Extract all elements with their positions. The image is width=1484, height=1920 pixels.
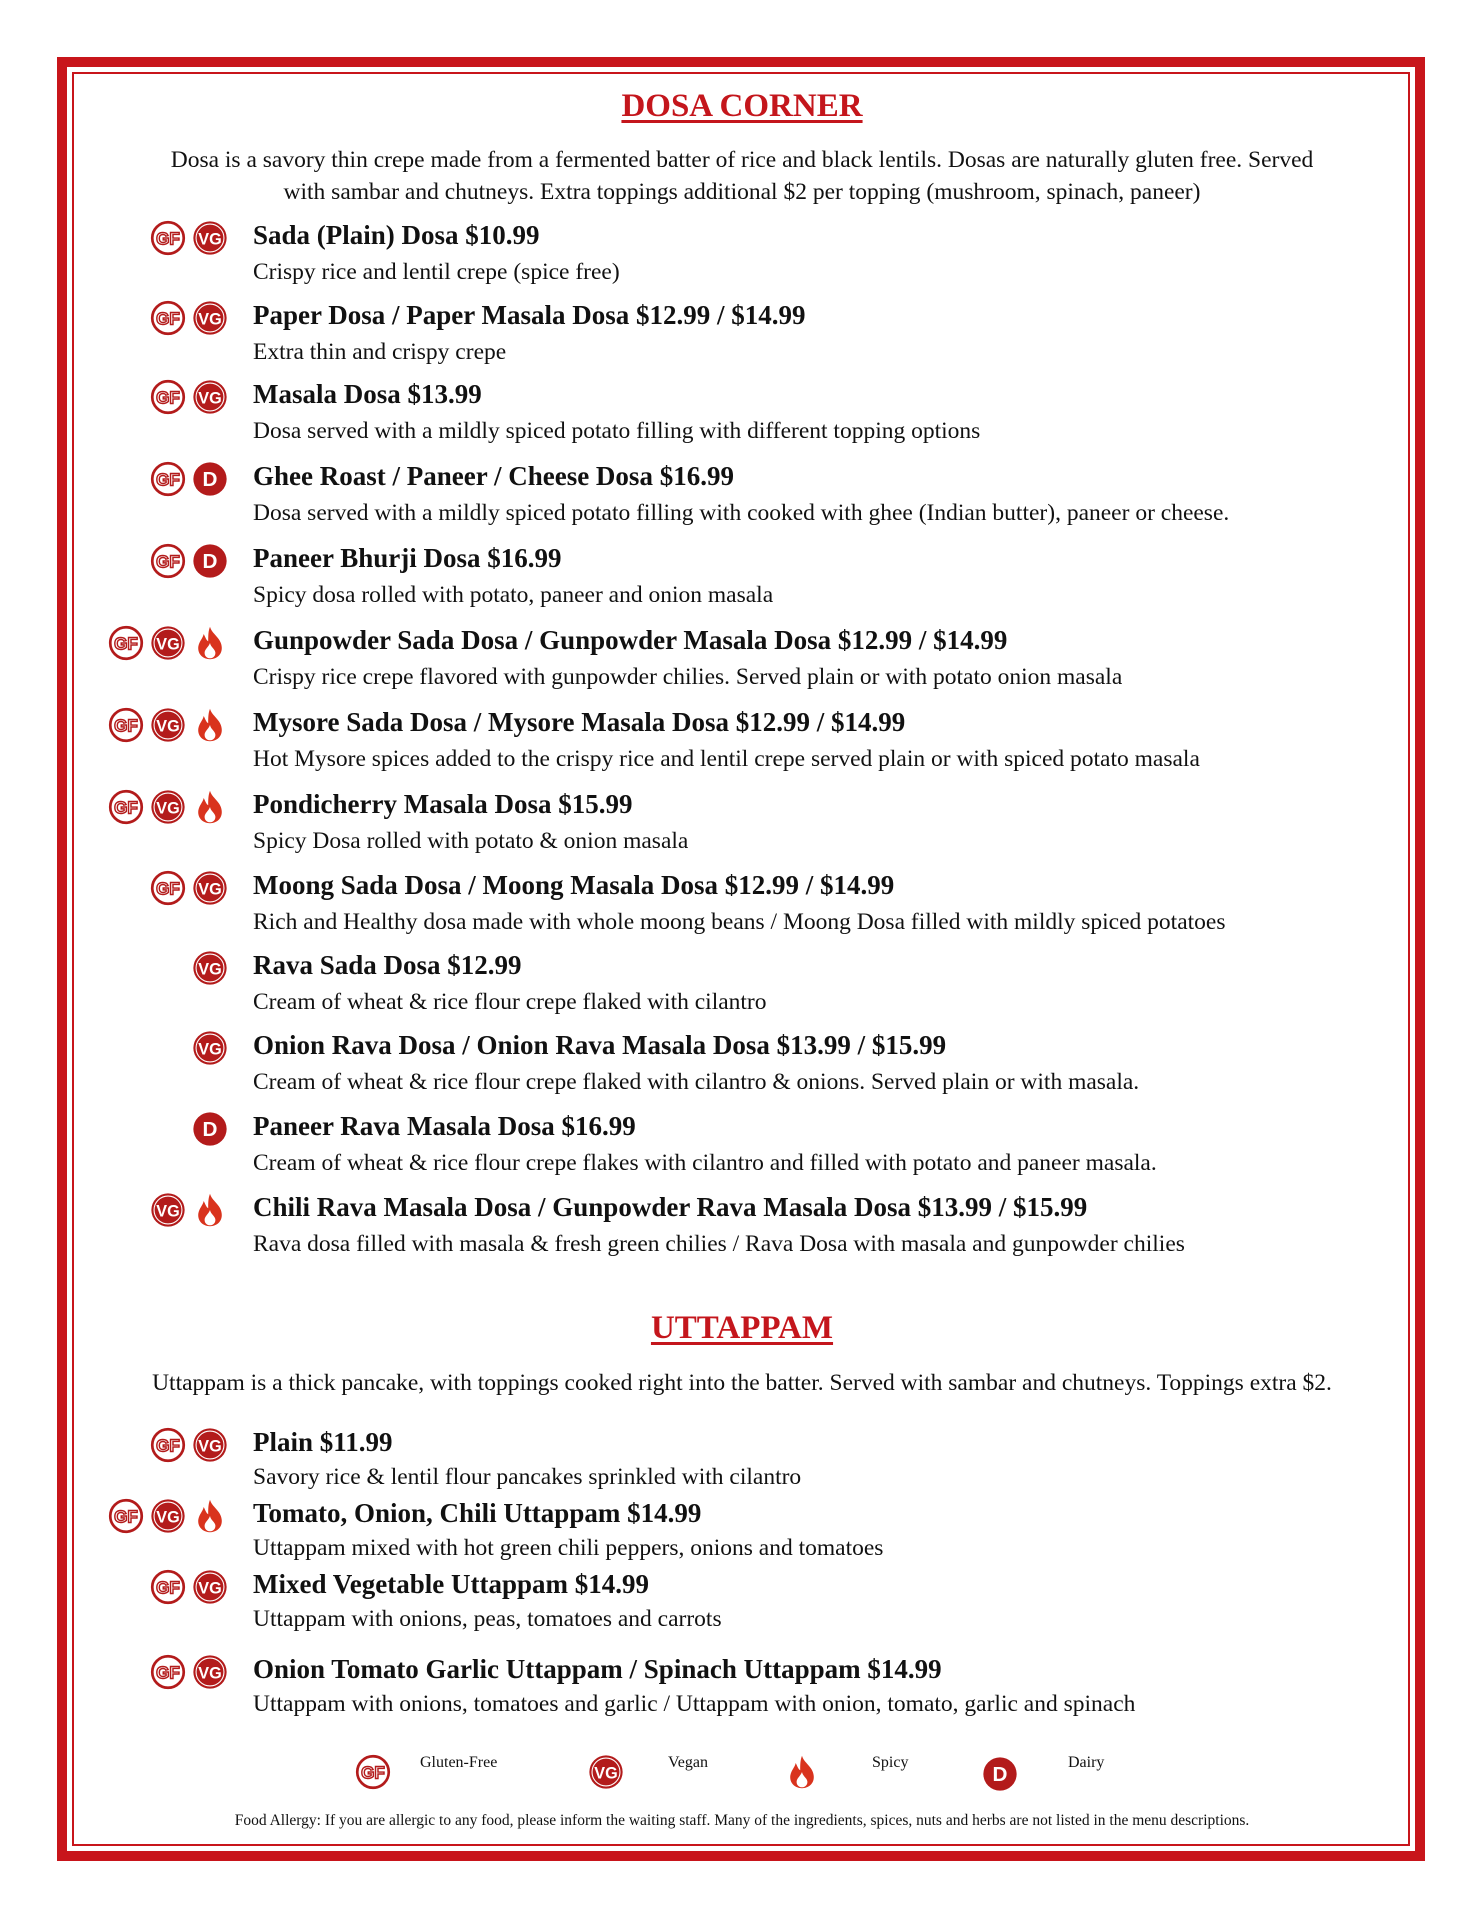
vegan-icon [150,789,186,825]
item-description: Uttappam mixed with hot green chili peppers, onions and tomatoes [253,1535,884,1561]
spicy-icon [192,1498,228,1534]
menu-item [0,949,1484,1019]
menu-item [0,1110,1484,1180]
item-name: Paper Dosa / Paper Masala Dosa $12.99 / $14.99 [253,300,806,330]
gluten-free-icon [150,1654,186,1690]
item-description: Crispy rice crepe flavored with gunpowder chilies. Served plain or with potato onion masala [253,664,1123,690]
vegan-icon [588,1754,624,1790]
menu-item [0,219,1484,289]
gluten-free-icon [150,220,186,256]
vegan-icon [192,1427,228,1463]
gluten-free-icon [355,1754,391,1790]
gluten-free-icon [150,1569,186,1605]
menu-item [0,706,1484,776]
item-name: Tomato, Onion, Chili Uttappam $14.99 [253,1498,702,1528]
vegan-icon [150,1498,186,1534]
allergy-note: Food Allergy: If you are allergic to any food, please inform the waiting staff. Many of the ingredients, spices, nuts and herbs are not listed in the menu descriptions. [234,1812,1250,1829]
spicy-icon [784,1754,820,1790]
dietary-legend [0,1752,1484,1796]
item-name: Gunpowder Sada Dosa / Gunpowder Masala Dosa $12.99 / $14.99 [253,625,1008,655]
item-description: Rava dosa filled with masala & fresh green chilies / Rava Dosa with masala and gunpowder chilies [253,1231,1185,1257]
menu-item [0,1653,1484,1723]
menu-item [0,542,1484,612]
item-description: Extra thin and crispy crepe [253,339,507,365]
vegan-icon [192,1569,228,1605]
dairy-icon [192,461,228,497]
vegan-icon [192,300,228,336]
vegan-icon [150,707,186,743]
spicy-icon [192,707,228,743]
item-description: Savory rice & lentil flour pancakes sprinkled with cilantro [253,1464,802,1490]
dosa-intro: Dosa is a savory thin crepe made from a fermented batter of rice and black lentils. Dosas are naturally gluten free. Served with sambar and chutneys. Extra toppings additional $2 per topping (mushroom, spinach, paneer) [170,147,1314,205]
vegan-icon [150,1192,186,1228]
gluten-free-icon [150,870,186,906]
gluten-free-icon [108,707,144,743]
item-description: Uttappam with onions, tomatoes and garlic / Uttappam with onion, tomato, garlic and spinach [253,1691,1136,1717]
item-name: Rava Sada Dosa $12.99 [253,950,522,980]
dairy-icon [982,1756,1018,1792]
menu-item [0,869,1484,939]
item-name: Plain $11.99 [253,1427,393,1457]
item-description: Cream of wheat & rice flour crepe flaked with cilantro & onions. Served plain or with masala. [253,1069,1140,1095]
item-description: Dosa served with a mildly spiced potato filling with different topping options [253,418,981,444]
legend-gluten-free-label: Gluten-Free [420,1754,498,1771]
spicy-icon [192,625,228,661]
gluten-free-icon [108,625,144,661]
item-name: Paneer Bhurji Dosa $16.99 [253,543,562,573]
item-name: Onion Rava Dosa / Onion Rava Masala Dosa $13.99 / $15.99 [253,1030,947,1060]
gluten-free-icon [150,461,186,497]
menu-item [0,1191,1484,1261]
legend-vegan-label: Vegan [668,1754,708,1771]
vegan-icon [192,220,228,256]
gluten-free-icon [108,1498,144,1534]
vegan-icon [192,950,228,986]
spicy-icon [192,1192,228,1228]
legend-dairy-label: Dairy [1068,1754,1105,1771]
vegan-icon [192,870,228,906]
vegan-icon [192,1654,228,1690]
vegan-icon [192,379,228,415]
item-description: Dosa served with a mildly spiced potato filling with cooked with ghee (Indian butter), paneer or cheese. [253,500,1230,526]
item-name: Mysore Sada Dosa / Mysore Masala Dosa $12.99 / $14.99 [253,707,906,737]
item-name: Paneer Rava Masala Dosa $16.99 [253,1111,636,1141]
menu-item [0,460,1484,530]
item-name: Ghee Roast / Paneer / Cheese Dosa $16.99 [253,461,734,491]
item-description: Hot Mysore spices added to the crispy rice and lentil crepe served plain or with spiced potato masala [253,746,1200,772]
dairy-icon [192,543,228,579]
dairy-icon [192,1111,228,1147]
item-description: Cream of wheat & rice flour crepe flaked with cilantro [253,989,767,1015]
item-name: Pondicherry Masala Dosa $15.99 [253,789,633,819]
item-name: Moong Sada Dosa / Moong Masala Dosa $12.99 / $14.99 [253,870,895,900]
gluten-free-icon [150,543,186,579]
item-description: Rich and Healthy dosa made with whole moong beans / Moong Dosa filled with mildly spiced potatoes [253,909,1226,935]
menu-item [0,1029,1484,1099]
uttappam-intro: Uttappam is a thick pancake, with toppings cooked right into the batter. Served with sambar and chutneys. Toppings extra $2. [152,1370,1332,1396]
uttappam-section-title: UTTAPPAM [650,1310,834,1346]
item-name: Mixed Vegetable Uttappam $14.99 [253,1569,649,1599]
gluten-free-icon [108,789,144,825]
item-name: Masala Dosa $13.99 [253,379,482,409]
gluten-free-icon [150,379,186,415]
menu-item [0,1497,1484,1567]
item-name: Sada (Plain) Dosa $10.99 [253,220,540,250]
legend-spicy-label: Spicy [872,1754,909,1771]
menu-item [0,1426,1484,1496]
spicy-icon [192,789,228,825]
menu-item [0,378,1484,448]
menu-item [0,299,1484,369]
item-description: Spicy dosa rolled with potato, paneer and onion masala [253,582,774,608]
item-description: Uttappam with onions, peas, tomatoes and carrots [253,1606,722,1632]
menu-item [0,624,1484,694]
item-name: Onion Tomato Garlic Uttappam / Spinach Uttappam $14.99 [253,1654,942,1684]
vegan-icon [150,625,186,661]
item-description: Spicy Dosa rolled with potato & onion masala [253,828,689,854]
gluten-free-icon [150,300,186,336]
dosa-section-title: DOSA CORNER [621,88,863,124]
gluten-free-icon [150,1427,186,1463]
menu-item [0,1568,1484,1638]
item-name: Chili Rava Masala Dosa / Gunpowder Rava Masala Dosa $13.99 / $15.99 [253,1192,1088,1222]
item-description: Crispy rice and lentil crepe (spice free) [253,259,620,285]
vegan-icon [192,1030,228,1066]
item-description: Cream of wheat & rice flour crepe flakes with cilantro and filled with potato and paneer masala. [253,1150,1157,1176]
menu-item [0,788,1484,858]
